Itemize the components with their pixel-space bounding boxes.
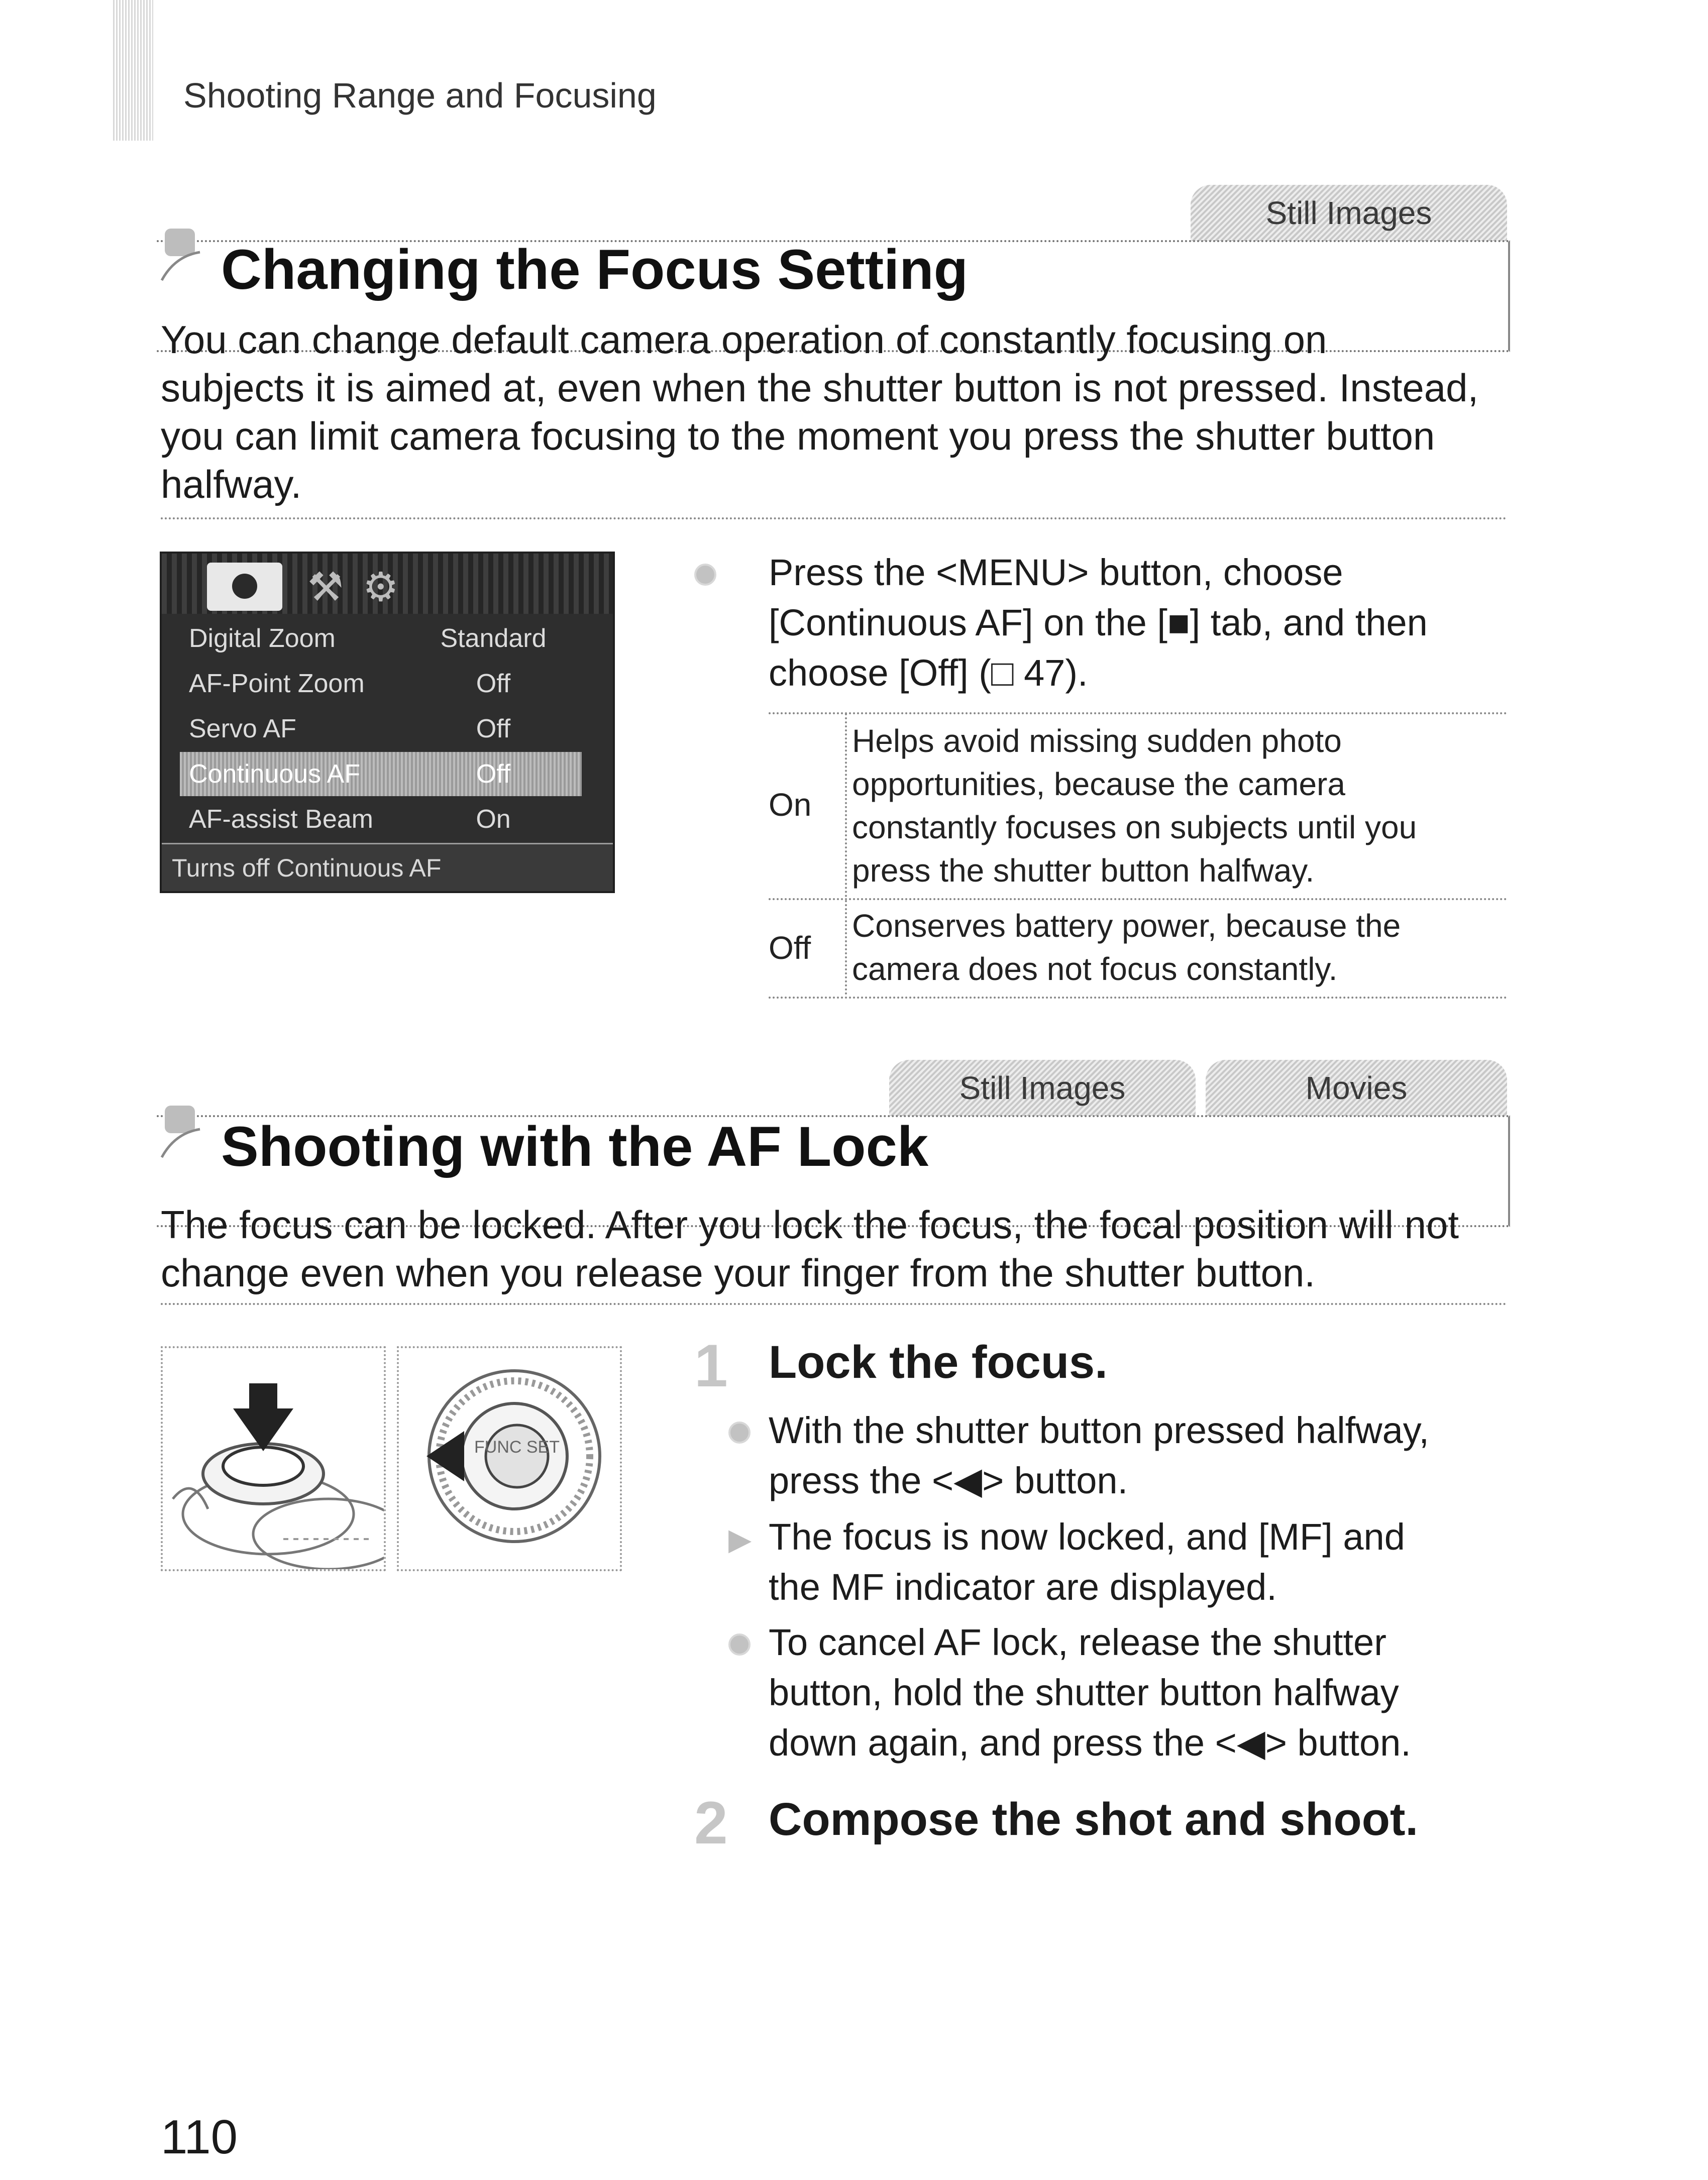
dial-label: FUNC SET bbox=[474, 1438, 560, 1457]
instruction-line: choose [Off] (□ 47). bbox=[769, 652, 1088, 694]
option-description bbox=[852, 719, 1505, 892]
option-description-line: Helps avoid missing sudden photo bbox=[852, 723, 1342, 759]
menu-item-value: Off bbox=[476, 669, 511, 698]
intro-line: You can change default camera operation of constantly focusing on bbox=[161, 317, 1327, 362]
table-rule bbox=[769, 712, 1507, 714]
intro-line: subjects it is aimed at, even when the shutter button is not pressed. Instead, bbox=[161, 366, 1479, 410]
option-description-line: opportunities, because the camera bbox=[852, 766, 1345, 802]
menu-item-name: Servo AF bbox=[189, 714, 296, 743]
menu-row bbox=[180, 662, 582, 706]
step-item bbox=[769, 1405, 1512, 1506]
table-rule bbox=[769, 898, 1507, 900]
wrench-icon: ⚒ bbox=[307, 565, 344, 609]
step-item-line: down again, and press the <◀> button. bbox=[769, 1722, 1411, 1764]
section-marker-icon bbox=[160, 226, 205, 281]
option-name: On bbox=[769, 787, 812, 823]
shutter-press-icon bbox=[163, 1348, 384, 1569]
control-dial-icon bbox=[399, 1348, 620, 1569]
step-item-line: With the shutter button pressed halfway, bbox=[769, 1409, 1429, 1451]
control-dial-illustration bbox=[397, 1346, 622, 1571]
step-number: 1 bbox=[694, 1332, 728, 1399]
option-description-line: Conserves battery power, because the bbox=[852, 908, 1401, 944]
section-title: Shooting with the AF Lock bbox=[221, 1115, 929, 1178]
mode-tab-movies: Movies bbox=[1206, 1060, 1507, 1116]
intro-line: you can limit camera focusing to the moment you press the shutter button bbox=[161, 414, 1435, 458]
menu-item-value: Standard bbox=[440, 624, 547, 653]
section-marker-icon bbox=[160, 1103, 205, 1158]
step-item-line: button, hold the shutter button halfway bbox=[769, 1672, 1399, 1713]
intro-line: halfway. bbox=[161, 462, 302, 506]
step-item-line: the MF indicator are displayed. bbox=[769, 1566, 1277, 1608]
intro-line: The focus can be locked. After you lock the focus, the focal position will not bbox=[161, 1203, 1459, 1247]
instruction-line: [Continuous AF] on the [■] tab, and then bbox=[769, 602, 1428, 643]
step-number: 2 bbox=[694, 1789, 728, 1857]
mode-tab-still-images: Still Images bbox=[889, 1060, 1196, 1116]
step-item-line: press the <◀> button. bbox=[769, 1460, 1128, 1501]
section-title: Changing the Focus Setting bbox=[221, 238, 969, 301]
step-item bbox=[769, 1512, 1512, 1612]
menu-item-name: AF-assist Beam bbox=[189, 805, 373, 834]
step-title: Compose the shot and shoot. bbox=[769, 1794, 1419, 1845]
step-title: Lock the focus. bbox=[769, 1337, 1108, 1388]
menu-item-value: Off bbox=[476, 714, 511, 743]
bullet-icon bbox=[728, 1633, 751, 1656]
page-number: 110 bbox=[161, 2110, 238, 2164]
bullet-icon bbox=[728, 1422, 751, 1444]
section-intro bbox=[161, 1201, 1517, 1297]
menu-row bbox=[180, 797, 582, 841]
table-column-rule bbox=[845, 900, 847, 995]
step-item-line: To cancel AF lock, release the shutter bbox=[769, 1621, 1386, 1663]
step-item-line: The focus is now locked, and [MF] and bbox=[769, 1516, 1405, 1558]
table-column-rule bbox=[845, 713, 847, 897]
camera-tab-icon bbox=[207, 563, 282, 611]
section-intro bbox=[161, 315, 1517, 508]
menu-item-name: AF-Point Zoom bbox=[189, 669, 365, 698]
table-rule bbox=[769, 997, 1507, 999]
side-thumb-tab bbox=[113, 0, 153, 141]
result-arrow-icon: ▶ bbox=[728, 1522, 752, 1556]
bullet-icon bbox=[694, 564, 716, 586]
option-description-line: camera does not focus constantly. bbox=[852, 951, 1338, 987]
camera-menu-screen bbox=[160, 552, 615, 893]
menu-row bbox=[180, 616, 582, 661]
screen-help-text: Turns off Continuous AF bbox=[162, 843, 613, 891]
divider bbox=[161, 1303, 1507, 1305]
menu-tab-bar bbox=[162, 554, 613, 614]
menu-item-value: On bbox=[476, 805, 511, 834]
option-description-line: press the shutter button halfway. bbox=[852, 852, 1315, 889]
tools-icon: ⚙ bbox=[363, 565, 399, 609]
menu-row bbox=[180, 707, 582, 751]
running-header: Shooting Range and Focusing bbox=[183, 76, 657, 115]
instruction-text bbox=[769, 548, 1512, 698]
menu-item-value: Off bbox=[476, 759, 511, 789]
shutter-button-illustration bbox=[161, 1346, 386, 1571]
menu-item-name: Digital Zoom bbox=[189, 624, 336, 653]
instruction-line: Press the <MENU> button, choose bbox=[769, 552, 1343, 593]
mode-tab-still-images: Still Images bbox=[1191, 185, 1507, 241]
option-name: Off bbox=[769, 930, 811, 966]
step-item bbox=[769, 1617, 1512, 1768]
option-description bbox=[852, 904, 1505, 991]
divider bbox=[161, 517, 1507, 519]
intro-line: change even when you release your finger from the shutter button. bbox=[161, 1251, 1316, 1295]
option-description-line: constantly focuses on subjects until you bbox=[852, 809, 1417, 845]
menu-row-selected bbox=[180, 752, 582, 796]
menu-item-name: Continuous AF bbox=[189, 759, 361, 789]
